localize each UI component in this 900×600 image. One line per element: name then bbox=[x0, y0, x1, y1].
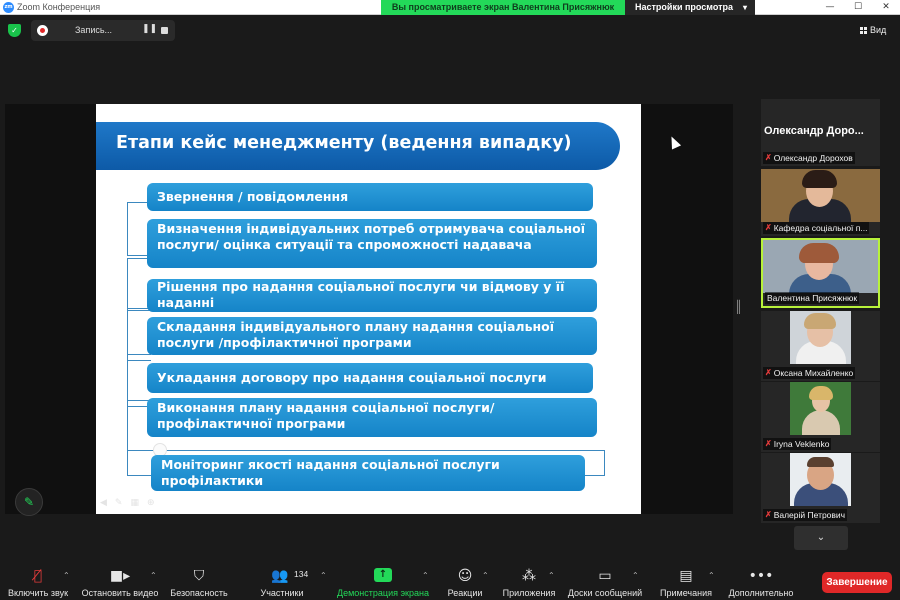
zoom-slide-icon[interactable]: ⊕ bbox=[146, 498, 155, 508]
zoom-logo-icon: zm bbox=[3, 2, 14, 13]
view-label: Вид bbox=[870, 25, 887, 35]
meeting-toolbar bbox=[0, 559, 900, 600]
mic-off-icon: ✗ bbox=[765, 439, 772, 448]
shield-icon: ⛉ bbox=[193, 568, 205, 584]
whiteboards-label: Доски сообщений bbox=[567, 588, 643, 598]
recording-indicator bbox=[31, 20, 175, 41]
security-button[interactable] bbox=[166, 559, 232, 600]
reactions-options-chevron-icon[interactable]: ⌃ bbox=[482, 571, 489, 580]
chevron-down-icon: ▾ bbox=[742, 3, 747, 12]
record-icon bbox=[37, 25, 48, 36]
notes-label: Примечания bbox=[660, 588, 712, 598]
participant-tile[interactable] bbox=[761, 99, 880, 166]
step-box: Моніторинг якості надання соціальної послуги профілактики bbox=[151, 455, 585, 491]
whiteboard-icon: ▭ bbox=[598, 568, 612, 584]
participant-name-label bbox=[763, 222, 869, 234]
step-box: Виконання плану надання соціальної послуги/ профілактичної програми bbox=[147, 398, 597, 437]
reactions-label: Реакции bbox=[447, 588, 483, 598]
slide-title: Етапи кейс менеджменту (ведення випадку) bbox=[116, 133, 572, 153]
participant-name: Оксана Михайленко bbox=[773, 368, 854, 378]
share-banner: Вы просматриваете экран Валентина Присяжнюк bbox=[381, 0, 625, 15]
stop-video-label: Остановить видео bbox=[81, 588, 159, 598]
step-box: Звернення / повідомлення bbox=[147, 183, 593, 211]
reactions-button[interactable] bbox=[444, 559, 486, 600]
notes-icon: ▤ bbox=[679, 568, 693, 584]
slide-header bbox=[96, 122, 620, 170]
pause-recording-icon[interactable]: ❚❚ bbox=[142, 24, 158, 34]
whiteboards-options-chevron-icon[interactable]: ⌃ bbox=[632, 571, 639, 580]
smiley-icon: ☺ bbox=[457, 568, 473, 584]
participant-name-label bbox=[765, 292, 859, 304]
mic-off-icon: ✗ bbox=[765, 223, 772, 232]
video-options-chevron-icon[interactable]: ⌃ bbox=[150, 571, 157, 580]
participant-tile[interactable] bbox=[761, 382, 880, 452]
presentation-slide bbox=[96, 104, 641, 514]
participants-label: Участники bbox=[260, 588, 304, 598]
pencil-icon: ✎ bbox=[23, 495, 35, 509]
step-box: Рішення про надання соціальної послуги чи відмову у її наданні bbox=[147, 279, 597, 312]
gallery-next-page-button[interactable] bbox=[794, 526, 848, 550]
participant-name: Олександр Дорохов bbox=[773, 153, 853, 163]
participants-count: 134 bbox=[294, 569, 309, 579]
close-button[interactable]: ✕ bbox=[882, 2, 890, 12]
view-options-label: Настройки просмотра bbox=[635, 2, 734, 12]
maximize-button[interactable]: ☐ bbox=[853, 2, 863, 12]
participant-video bbox=[790, 453, 851, 506]
more-dots-icon: ••• bbox=[748, 568, 774, 584]
apps-label: Приложения bbox=[502, 588, 556, 598]
share-screen-label: Демонстрация экрана bbox=[337, 588, 429, 598]
mic-off-icon: ✗ bbox=[765, 510, 772, 519]
participant-video bbox=[790, 311, 851, 364]
participant-name-label bbox=[763, 509, 847, 521]
participant-name: Валентина Присяжнюк bbox=[767, 293, 858, 303]
end-meeting-button[interactable]: Завершение bbox=[822, 572, 892, 593]
view-options-button[interactable] bbox=[625, 0, 755, 15]
recording-label: Запись... bbox=[75, 25, 113, 35]
step-box: Укладання договору про надання соціальної послуги bbox=[147, 363, 593, 393]
more-label: Дополнительно bbox=[728, 588, 794, 598]
participant-tile-active-speaker[interactable] bbox=[761, 238, 880, 308]
notes-button[interactable] bbox=[656, 559, 716, 600]
participant-tile[interactable] bbox=[761, 311, 880, 381]
share-screen-icon: ↑ bbox=[374, 568, 392, 582]
participant-name-label bbox=[763, 438, 831, 450]
participant-name: Iryna Veklenko bbox=[773, 439, 830, 449]
panel-splitter-handle[interactable]: ║ bbox=[735, 300, 743, 314]
apps-options-chevron-icon[interactable]: ⌃ bbox=[548, 571, 555, 580]
title-bar bbox=[0, 0, 900, 15]
stop-recording-icon[interactable] bbox=[161, 27, 168, 34]
participant-tile[interactable] bbox=[761, 453, 880, 523]
participant-name: Кафедра соціальної п... bbox=[773, 223, 868, 233]
apps-icon: ⁂ bbox=[522, 568, 536, 584]
slide-nav-tools bbox=[100, 498, 155, 508]
participant-name: Валерій Петрович bbox=[773, 510, 846, 520]
mic-off-icon: 🎙̸ bbox=[33, 568, 43, 584]
participants-icon: 👥 bbox=[271, 568, 289, 584]
more-button[interactable] bbox=[726, 559, 796, 600]
chevron-down-icon: ⌄ bbox=[816, 532, 826, 543]
annotate-button[interactable] bbox=[15, 488, 43, 516]
step-box: Визначення індивідуальних потреб отримувача соціальної послуги/ оцінка ситуації та спроможності надавача bbox=[147, 219, 597, 268]
audio-options-chevron-icon[interactable]: ⌃ bbox=[63, 571, 70, 580]
participant-name-label bbox=[763, 367, 855, 379]
mic-off-icon: ✗ bbox=[765, 153, 772, 162]
mic-off-icon: ✗ bbox=[765, 368, 772, 377]
participants-options-chevron-icon[interactable]: ⌃ bbox=[320, 571, 327, 580]
window-title: Zoom Конференция bbox=[17, 2, 101, 12]
participant-video bbox=[761, 169, 880, 222]
step-box: Складання індивідуального плану надання соціальної послуги /профілактичної програми bbox=[147, 317, 597, 355]
notes-options-chevron-icon[interactable]: ⌃ bbox=[708, 571, 715, 580]
participant-name-label bbox=[763, 152, 855, 164]
window-controls bbox=[816, 0, 900, 15]
participants-button[interactable] bbox=[250, 559, 314, 600]
pen-tool-icon[interactable]: ✎ bbox=[114, 498, 123, 508]
view-button[interactable] bbox=[860, 23, 886, 37]
participant-tile[interactable] bbox=[761, 169, 880, 236]
grid-view-icon bbox=[860, 27, 867, 34]
participant-video bbox=[763, 240, 878, 293]
unmute-label: Включить звук bbox=[7, 588, 69, 598]
previous-slide-icon[interactable]: ◀ bbox=[100, 498, 107, 508]
share-options-chevron-icon[interactable]: ⌃ bbox=[422, 571, 429, 580]
minimize-button[interactable]: — bbox=[825, 2, 835, 12]
participant-big-name: Олександр Доро... bbox=[764, 125, 864, 137]
video-camera-icon: ■▸ bbox=[109, 568, 131, 584]
slides-grid-icon[interactable]: ▦ bbox=[130, 498, 139, 508]
security-label: Безопасность bbox=[170, 588, 228, 598]
participant-video bbox=[790, 382, 851, 435]
encryption-shield-icon[interactable]: ✓ bbox=[8, 24, 21, 37]
share-screen-button[interactable] bbox=[334, 559, 432, 600]
